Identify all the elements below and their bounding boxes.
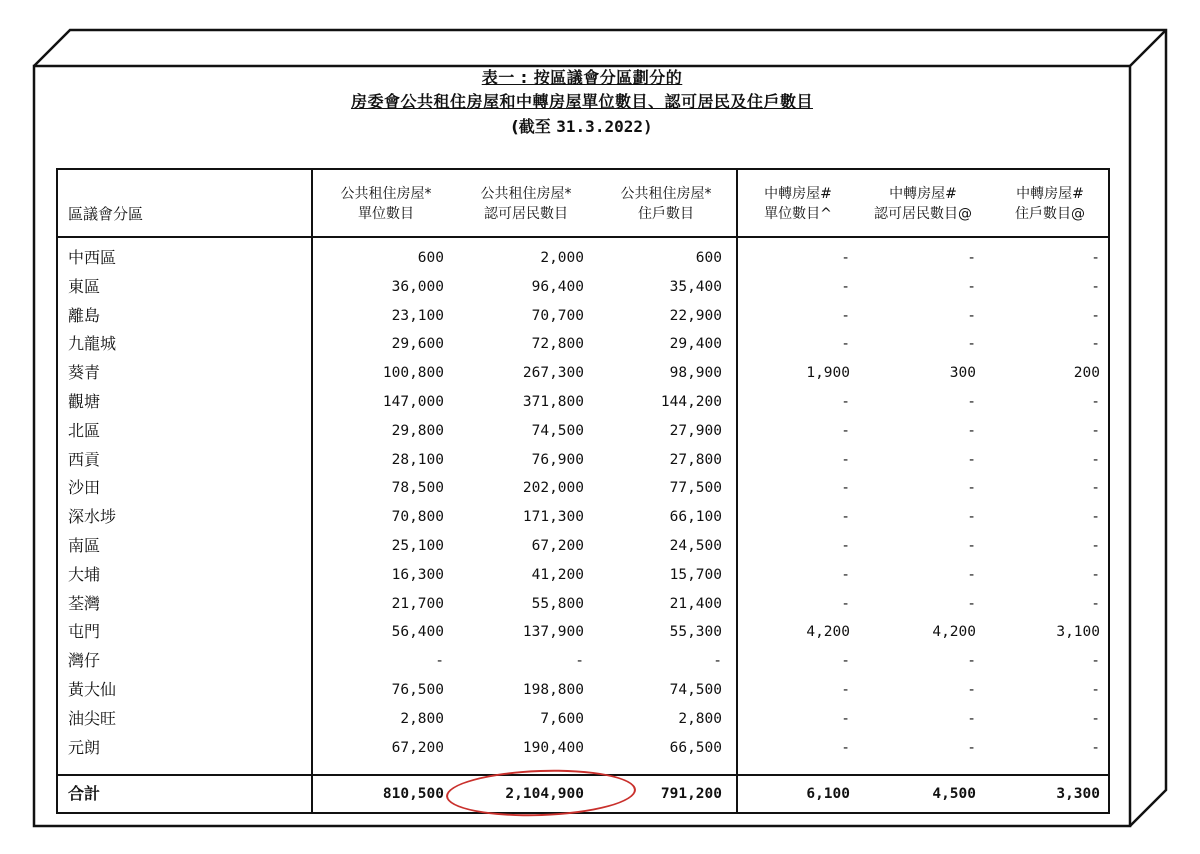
district-name: 九龍城 — [68, 334, 117, 354]
table-cell: - — [967, 682, 976, 698]
table-cell: - — [1091, 451, 1100, 468]
table-cell: 21,700 — [391, 595, 444, 612]
table-cell: 100,800 — [382, 365, 444, 382]
district-name: 東區 — [68, 276, 101, 296]
table-row — [58, 532, 1108, 561]
table-cell: 21,400 — [669, 595, 722, 612]
table-row — [58, 273, 1108, 302]
table-cell: - — [1091, 595, 1100, 612]
table-cell: - — [841, 250, 850, 266]
total-cell: 6,100 — [806, 786, 850, 802]
table-cell: 171,300 — [522, 509, 584, 526]
table-cell: 77,500 — [669, 480, 722, 497]
title-block — [34, 66, 1130, 140]
table-cell: 70,700 — [531, 307, 584, 324]
table-cell: 371,800 — [522, 394, 584, 410]
header-th-households: 中轉房屋# 住戶數目@ — [1015, 186, 1085, 222]
table-cell: - — [1091, 336, 1100, 353]
table-cell: - — [841, 682, 850, 698]
table-cell: 147,000 — [382, 394, 444, 410]
table-cell: - — [967, 566, 976, 583]
district-name: 黃大仙 — [68, 680, 117, 699]
total-label: 合計 — [68, 784, 101, 803]
table-cell: 198,800 — [522, 682, 584, 698]
table-cell: 98,900 — [669, 365, 722, 382]
district-name: 離島 — [68, 305, 101, 325]
total-cell: 791,200 — [660, 786, 722, 802]
date-value: 31.3.2022) — [556, 117, 653, 136]
table-cell: - — [967, 278, 976, 295]
table-cell: - — [1091, 710, 1100, 727]
table-cell: 55,300 — [669, 624, 722, 641]
table-cell: - — [967, 538, 976, 554]
table-cell: - — [1091, 682, 1100, 698]
table-cell: 76,500 — [391, 682, 444, 698]
table-cell: 41,200 — [531, 566, 584, 583]
table-cell: 56,400 — [391, 624, 444, 641]
table-cell: 29,400 — [669, 336, 722, 353]
table-cell: - — [841, 710, 850, 727]
table-cell: 74,500 — [531, 422, 584, 439]
table-cell: - — [435, 653, 444, 670]
table-cell: 4,200 — [806, 624, 850, 641]
table-cell: - — [967, 336, 976, 353]
table-cell: - — [967, 595, 976, 612]
table-row — [58, 302, 1108, 331]
header-th-residents: 中轉房屋# 認可居民數目@ — [874, 186, 972, 222]
table-cell: 28,100 — [391, 451, 444, 468]
table-cell: - — [841, 394, 850, 410]
table-cell: 25,100 — [391, 538, 444, 554]
table-row — [58, 590, 1108, 619]
table-cell: - — [967, 480, 976, 497]
table-row — [58, 503, 1108, 532]
table-cell: 137,900 — [522, 624, 584, 641]
district-name: 中西區 — [68, 248, 117, 267]
table-cell: - — [967, 394, 976, 410]
table-row — [58, 561, 1108, 590]
data-table — [56, 168, 1110, 814]
header-prh-residents: 公共租住房屋* 認可居民數目 — [480, 186, 572, 222]
table-cell: - — [1091, 739, 1100, 756]
district-name: 屯門 — [68, 622, 101, 642]
table-cell: 29,600 — [391, 336, 444, 353]
table-cell: - — [841, 336, 850, 353]
table-cell: - — [967, 451, 976, 468]
table-cell: 190,400 — [522, 739, 584, 756]
table-cell: - — [841, 422, 850, 439]
table-cell: - — [1091, 422, 1100, 439]
table-cell: - — [1091, 509, 1100, 526]
table-cell: 1,900 — [806, 365, 850, 382]
table-cell: 2,800 — [400, 710, 444, 727]
district-name: 油尖旺 — [68, 708, 117, 728]
table-cell: 267,300 — [522, 365, 584, 382]
total-cell: 3,300 — [1056, 786, 1100, 802]
table-cell: 4,200 — [932, 624, 976, 641]
header-prh-households: 公共租住房屋* 住戶數目 — [620, 186, 712, 222]
total-cell: 2,104,900 — [505, 786, 584, 802]
table-cell: 16,300 — [391, 566, 444, 583]
district-name: 深水埗 — [68, 507, 117, 527]
table-cell: 7,600 — [540, 710, 584, 727]
table-cell: 67,200 — [531, 538, 584, 554]
table-cell: 3,100 — [1056, 624, 1100, 641]
table-cell: - — [841, 307, 850, 324]
table-cell: 144,200 — [660, 394, 722, 410]
table-cell: - — [841, 739, 850, 756]
table-cell: - — [841, 653, 850, 670]
title-line-2: 房委會公共租住房屋和中轉房屋單位數目、認可居民及住戶數目 — [350, 92, 813, 111]
table-cell: 200 — [1073, 365, 1100, 382]
table-row — [58, 734, 1108, 763]
table-cell: 70,800 — [391, 509, 444, 526]
total-cell: 4,500 — [932, 786, 976, 802]
table-row — [58, 618, 1108, 647]
total-cell: 810,500 — [382, 786, 444, 802]
district-name: 元朗 — [68, 737, 101, 757]
table-cell: - — [1091, 480, 1100, 497]
table-cell: 23,100 — [391, 307, 444, 324]
table-row — [58, 330, 1108, 359]
table-row — [58, 474, 1108, 503]
table-cell: 27,800 — [669, 451, 722, 468]
table-cell: - — [841, 480, 850, 497]
district-name: 南區 — [68, 536, 101, 555]
district-name: 西貢 — [68, 449, 101, 469]
date-line — [34, 114, 1130, 140]
table-cell: - — [967, 307, 976, 324]
table-cell: 2,000 — [540, 250, 584, 266]
table-cell: - — [967, 422, 976, 439]
table-cell: - — [1091, 394, 1100, 410]
table-cell: 96,400 — [531, 278, 584, 295]
title-line-1: 表一 : 按區議會分區劃分的 — [481, 68, 683, 87]
table-cell: - — [967, 739, 976, 756]
date-prefix: (截至 — [511, 117, 557, 136]
district-name: 沙田 — [68, 478, 101, 498]
table-cell: 22,900 — [669, 307, 722, 324]
table-cell: - — [1091, 278, 1100, 295]
table-cell: - — [841, 595, 850, 612]
table-cell: - — [967, 250, 976, 266]
table-row — [58, 388, 1108, 417]
table-cell: 76,900 — [531, 451, 584, 468]
district-name: 荃灣 — [68, 593, 101, 613]
table-cell: - — [841, 566, 850, 583]
table-cell: - — [841, 509, 850, 526]
table-row — [58, 417, 1108, 446]
table-row — [58, 446, 1108, 475]
table-cell: 24,500 — [669, 538, 722, 554]
table-row — [58, 244, 1108, 273]
district-name: 北區 — [68, 420, 101, 440]
table-cell: 600 — [417, 250, 444, 266]
table-row — [58, 647, 1108, 676]
table-cell: 202,000 — [522, 480, 584, 497]
table-cell: 78,500 — [391, 480, 444, 497]
table-cell: - — [1091, 307, 1100, 324]
table-cell: 36,000 — [391, 278, 444, 295]
district-name: 觀塘 — [68, 392, 101, 411]
table-cell: - — [841, 451, 850, 468]
table-cell: 15,700 — [669, 566, 722, 583]
table-cell: 27,900 — [669, 422, 722, 439]
header-prh-units: 公共租住房屋* 單位數目 — [340, 186, 432, 222]
header-district: 區議會分區 — [68, 205, 144, 223]
table-cell: - — [1091, 653, 1100, 670]
table-row — [58, 705, 1108, 734]
table-cell: 600 — [695, 250, 722, 266]
table-cell: - — [841, 278, 850, 295]
district-name: 灣仔 — [68, 651, 101, 671]
table-cell: 72,800 — [531, 336, 584, 353]
district-name: 葵青 — [68, 363, 101, 383]
table-cell: 35,400 — [669, 278, 722, 295]
table-cell: - — [1091, 538, 1100, 554]
table-cell: - — [1091, 250, 1100, 266]
table-cell: 66,100 — [669, 509, 722, 526]
table-cell: - — [841, 538, 850, 554]
table-cell: - — [967, 509, 976, 526]
table-cell: - — [713, 653, 722, 670]
table-cell: 2,800 — [678, 710, 722, 727]
table-row — [58, 676, 1108, 705]
table-cell: 66,500 — [669, 739, 722, 756]
table-cell: - — [1091, 566, 1100, 583]
table-cell: 300 — [949, 365, 976, 382]
table-row — [58, 359, 1108, 388]
table-cell: 29,800 — [391, 422, 444, 439]
table-cell: - — [967, 710, 976, 727]
header-th-units: 中轉房屋# 單位數目^ — [764, 186, 832, 222]
district-name: 大埔 — [68, 564, 101, 584]
table-cell: 67,200 — [391, 739, 444, 756]
table-cell: 74,500 — [669, 682, 722, 698]
table-cell: - — [967, 653, 976, 670]
table-cell: 55,800 — [531, 595, 584, 612]
table-cell: - — [575, 653, 584, 670]
